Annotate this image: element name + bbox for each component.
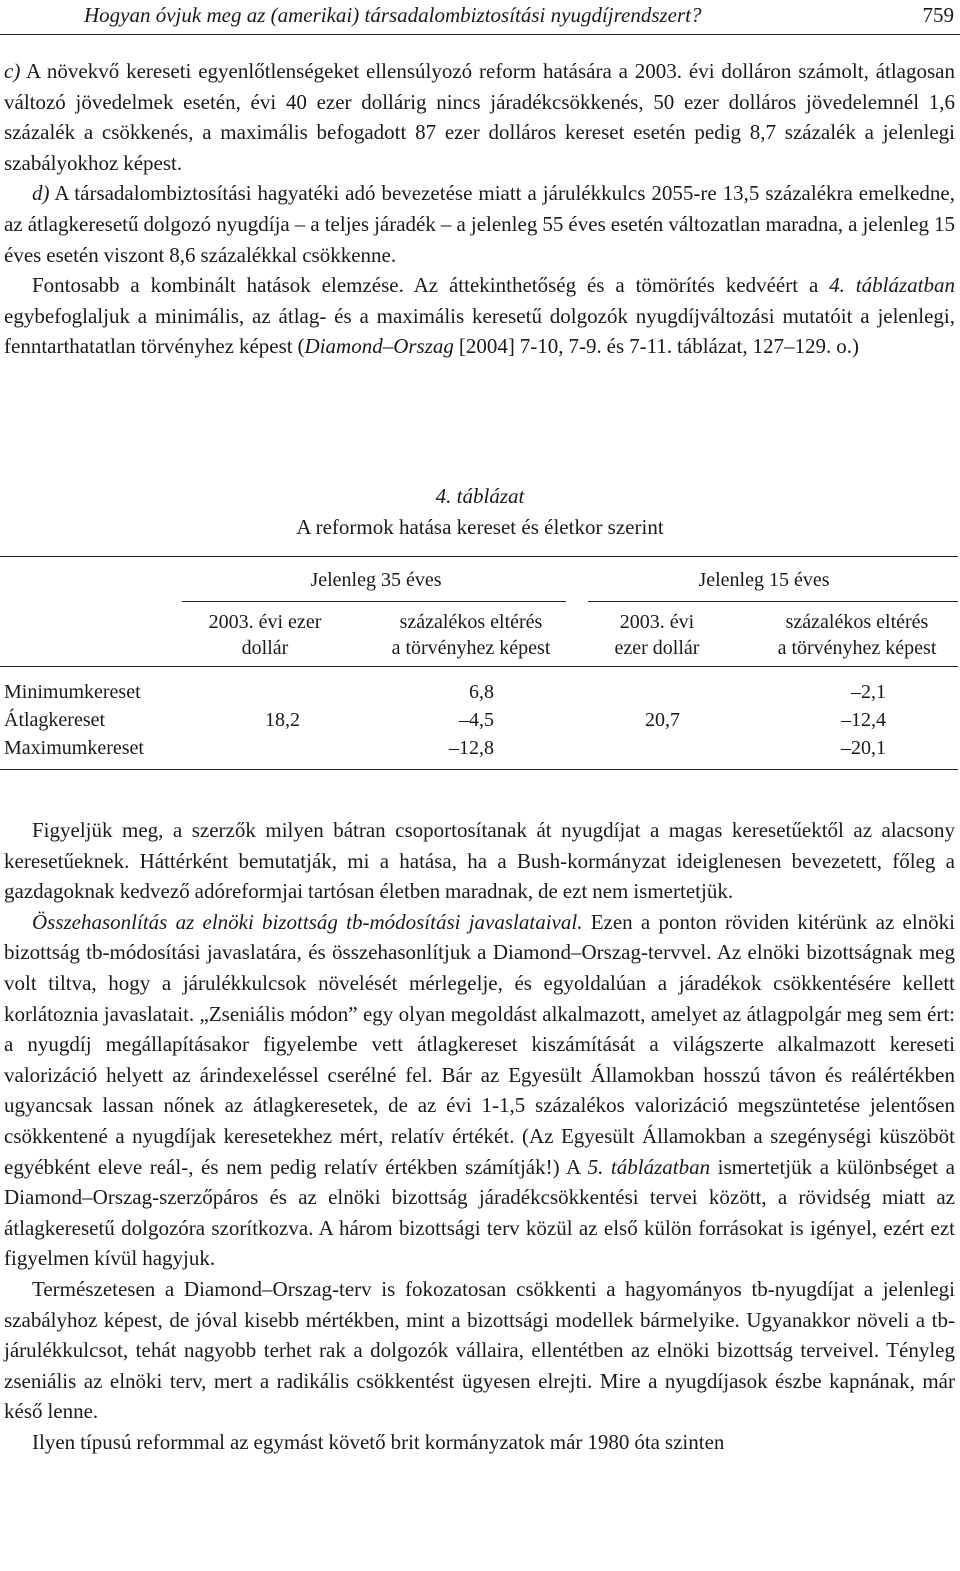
col-header-1-line2: dollár <box>241 637 289 659</box>
table-reference: 5. táblázatban <box>587 1154 711 1179</box>
group-header-15: Jelenleg 15 éves <box>698 569 830 591</box>
col-header-2-line1: százalékos eltérés <box>399 611 543 633</box>
running-head <box>84 0 954 30</box>
item-label-d: d) <box>32 181 50 206</box>
paragraph-d-text: A társadalombiztosítási hagyatéki adó bevezetése miatt a járulékkulcs 2055-re 13,5 százalékra emelkedne, az átlagkeresetű dolgozó nyugdíja – a teljes járadék – a jelenleg 55 éves esetén változatlan maradna, a jelenleg 15 éves esetén viszont 8,6 százalékkal csökkenne. <box>4 181 955 267</box>
table-cell: –2,1 <box>851 681 886 703</box>
paragraph-text: ismertetjük a különbséget a Diamond–Orszag-szerzőpáros és az elnöki bizottság járadékcsökkentési tervei között, a rövidség miatt az átlagkeresetű dolgozóra szorítkozva. A három bizottsági terv közül az első külön forrásokat is igényel, ezért ezt figyelmen kívül hagyjuk. <box>4 1154 955 1271</box>
paragraph-ilyen: Ilyen típusú reformmal az egymást követő brit kormányzatok már 1980 óta szinten <box>32 1429 725 1454</box>
paragraph-figyeljuk: Figyeljük meg, a szerzők milyen bátran csoportosítanak át nyugdíjat a magas keresetűektől az alacsony keresetűeknek. Háttérként bemutatják, mi a hatása, ha a Bush-kormányzat ideiglenesen bevezetett, főleg a gazdagoknak kedvező adóreformjai tartósan életben maradnak, de ezt nem ismertetjük. <box>4 818 955 904</box>
table-cell: 20,7 <box>645 709 680 731</box>
running-head-title: Hogyan óvjuk meg az (amerikai) társadalombiztosítási nyugdíjrendszert? <box>84 3 702 27</box>
row-label-minimum: Minimumkereset <box>4 681 141 703</box>
col-header-4-line1: százalékos eltérés <box>785 611 929 633</box>
col-header-2-line2: a törvényhez képest <box>391 637 551 659</box>
paragraph-text: [2004] 7-10, 7-9. és 7-11. táblázat, 127–129. o.) <box>453 334 859 359</box>
table-bottom-rule <box>0 769 958 770</box>
header-rule <box>0 34 960 35</box>
item-label-c: c) <box>4 59 21 83</box>
row-label-average: Átlagkereset <box>4 709 106 731</box>
paragraph-text: Ezen a ponton röviden kitérünk az elnöki bizottság tb-módosítási javaslatára, és összehasonlítjuk a Diamond–Orszag-tervvel. Az elnöki bizottságnak meg volt tiltva, hogy a járulékkulcsok növelését mérlegelje, és egyoldalúan a járadékok csökkentésére kellett korlátoznia javaslatait. „Zseniális módon” egy olyan megoldást alkalmazott, amelyet az átlagpolgár meg sem ért: a nyugdíj megállapításakor figyelembe vett átlagkereset kiszámítását a világszerte alkalmazott kereseti valorizáció helyett az árindexeléssel cserélné fel. Bár az Egyesült Államokban hosszú távon és reálértékben ugyancsak lassan nőnek az átlagkeresetek, de az évi 1-1,5 százalékos valorizáció megszüntetése jelentősen csökkentené a nyugdíjak keresetekhez mért, relatív értékét. (Az Egyesült Államokban a szegénységi küszöböt egyébként eleve reál-, és nem pedig relatív értékben számítják!) A <box>4 909 955 1179</box>
table-cell: 18,2 <box>265 709 300 731</box>
table-cell: –20,1 <box>841 737 886 759</box>
paragraph-osszehasonlitas <box>4 907 955 1274</box>
paragraph-text: Fontosabb a kombinált hatások elemzése. Az áttekinthetőség és a tömörítés kedvéért a <box>32 273 830 298</box>
paragraph-termeszetesen: Természetesen a Diamond–Orszag-terv is fokozatosan csökkenti a hagyományos tb-nyugdíjat a jelenlegi szabályhoz képest, de jóval kisebb mértékben, mint a bizottsági modellek bármelyike. Ugyanakkor növeli a tb-járulékkulcsot, tehát nagyobb terhet rak a dolgozók vállaira, ellentétben az elnöki bizottság terveivel. Tényleg zseniális az elnöki terv, mert a radikális csökkentést ügyesen elrejti. Mire a nyugdíjasok észbe kapnának, már késő lenne. <box>4 1276 955 1424</box>
group-rule-15 <box>588 601 958 602</box>
citation-authors: Diamond–Orszag <box>304 334 454 359</box>
table-number: 4. táblázat <box>435 484 525 508</box>
table-cell: –4,5 <box>459 709 494 731</box>
paragraph-fontosabb <box>4 270 955 362</box>
col-header-3-line1: 2003. évi <box>619 611 695 633</box>
row-label-maximum: Maximumkereset <box>4 737 144 759</box>
table-cell: –12,8 <box>449 737 494 759</box>
group-rule-35 <box>182 601 566 602</box>
paragraph-text: egybefoglaljuk a minimális, az átlag- és a maximális keresetű dolgozók nyugdíjváltozási mutatóit a jelenlegi, fenntarthatatlan törvényhez képest ( <box>4 303 955 359</box>
table-cell: 6,8 <box>469 681 494 703</box>
table-reference: 4. táblázatban <box>829 273 955 298</box>
paragraph-c <box>4 56 955 178</box>
page-number: 759 <box>922 3 954 27</box>
col-header-4-line2: a törvényhez képest <box>777 637 937 659</box>
table-header-rule <box>0 666 958 667</box>
table-title: A reformok hatása kereset és életkor szerint <box>296 515 664 539</box>
intro-block <box>4 56 955 362</box>
col-header-3-line2: ezer dollár <box>614 637 700 659</box>
body-block <box>4 815 955 1457</box>
table-cell: –12,4 <box>841 709 886 731</box>
col-header-1-line1: 2003. évi ezer <box>208 611 322 633</box>
paragraph-c-text: A növekvő kereseti egyenlőtlenségeket ellensúlyozó reform hatására a 2003. évi dolláron számolt, átlagosan változó jövedelmek esetén, évi 40 ezer dollárig nincs járadékcsökkenés, 50 ezer dolláros jövedelemnél 1,6 százalék a csökkenés, a maximális befogadott 87 ezer dolláros kereset esetén pedig 8,7 százalék a jelenlegi szabályokhoz képest. <box>4 59 955 175</box>
section-heading: Összehasonlítás az elnöki bizottság tb-módosítási javaslataival. <box>32 909 583 934</box>
table-top-rule <box>0 556 958 557</box>
group-header-35: Jelenleg 35 éves <box>310 569 442 591</box>
paragraph-d <box>4 178 955 270</box>
